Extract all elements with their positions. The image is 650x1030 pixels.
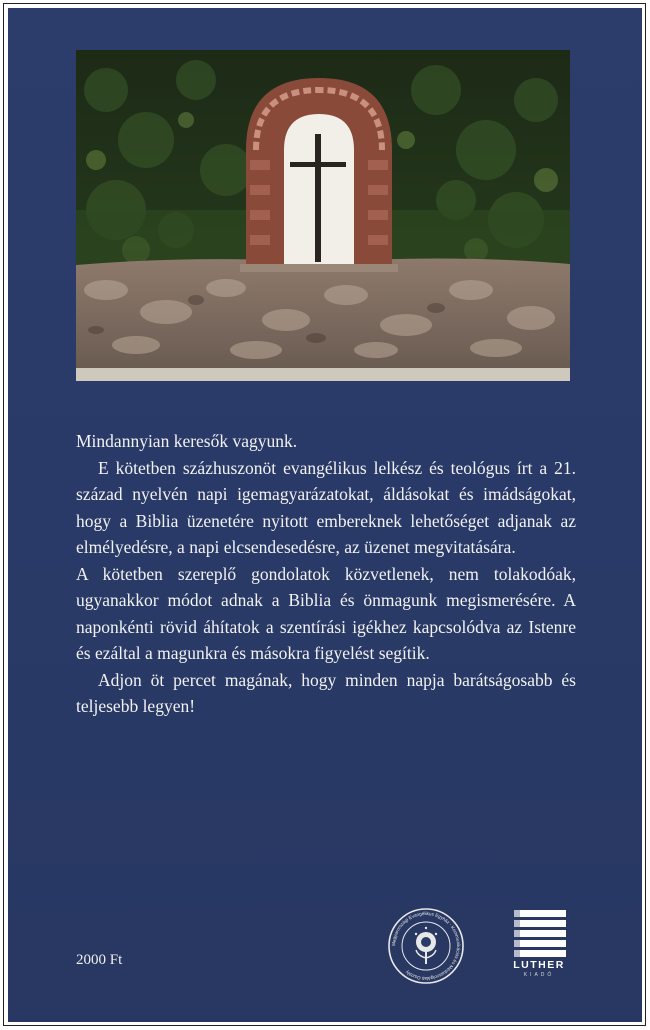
seal-text: Magyarországi Evangélikus Egyház · Kommunikációs és Médiaiszolgálati Osztály xyxy=(390,910,462,982)
blurb-paragraph-1: Mindannyian keresők vagyunk. xyxy=(76,431,298,451)
publisher-subtitle: KIADÓ xyxy=(523,972,555,978)
blurb-paragraph-2: E kötetben százhuszonöt evangélikus lelkész és teológus írt a 21. század nyelvén napi igemagyarázatokat, áldásokat és imádságokat, hogy a Biblia üzenetére nyitott embereknek lehetőséget adjanak az elmélyedésre, a napi elcsendesedésre, az üzenet megvitatására. xyxy=(76,457,576,557)
cover-photo xyxy=(76,50,570,381)
blurb-paragraph-3: A kötetben szereplő gondolatok közvetlenek, nem tolakodóak, ugyanakkor módot adnak a Biblia és önmagunk megismerésére. A naponkénti rövid áhítatok a szentírási igékhez kapcsolódva az Istenre és ezáltal a magunkra és másokra figyelést segítik. xyxy=(76,563,576,663)
roadside-shrine-image xyxy=(76,50,570,381)
book-back-cover xyxy=(8,8,642,1022)
church-seal-logo xyxy=(386,906,466,986)
publisher-name: LUTHER xyxy=(513,959,565,971)
luther-kiado-logo xyxy=(508,908,570,980)
blurb-text xyxy=(76,428,576,720)
seal-icon xyxy=(386,906,466,986)
book-stack-icon xyxy=(508,908,570,958)
blurb-paragraph-4: Adjon öt percet magának, hogy minden napja barátságosabb és teljesebb legyen! xyxy=(76,669,576,716)
price-label: 2000 Ft xyxy=(76,952,123,968)
